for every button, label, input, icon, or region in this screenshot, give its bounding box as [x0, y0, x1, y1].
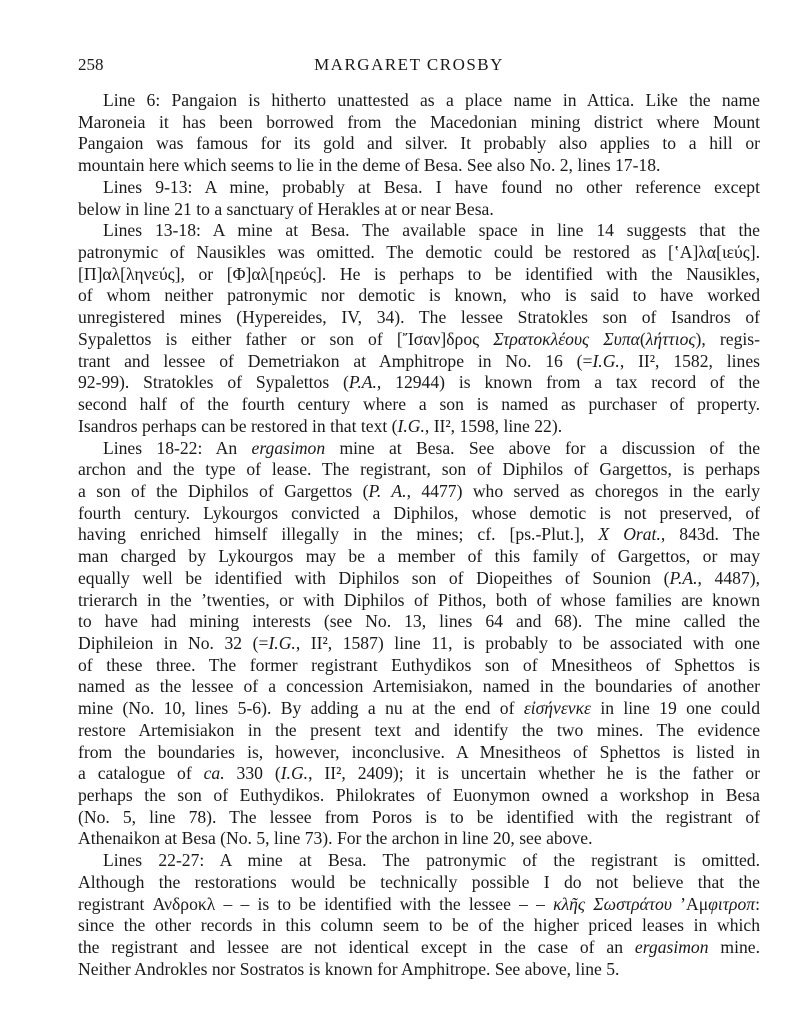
- text-line: [78, 307, 760, 329]
- text-run: of these three. The former registrant Euthydikos son of Mnesitheos of Sphettos is: [78, 654, 760, 675]
- text-line: [78, 828, 760, 850]
- text-run: Line 6: Pangaion is hitherto unattested as a place name in Attica. Like the name: [103, 90, 760, 110]
- text-line: [78, 590, 760, 612]
- italic-text-run: I.G.: [397, 415, 425, 436]
- italic-text-run: ergasimon: [251, 437, 326, 458]
- text-run: mountain here which seems to lie in the deme of Besa. See also No. 2, lines 17-18.: [78, 155, 661, 176]
- text-line: [78, 676, 760, 698]
- commentary-body: [78, 90, 760, 980]
- italic-text-run: I.G.: [268, 632, 296, 653]
- text-run: trierarch in the ’twenties, or with Diphilos of Pithos, both of whose families are known: [78, 589, 760, 610]
- text-line: [78, 503, 760, 525]
- text-run: mine at Besa. See above for a discussion of the: [325, 437, 761, 458]
- text-run: archon and the type of lease. The registrant, son of Diphilos of Gargettos, is perhaps: [78, 459, 760, 480]
- text-line: [78, 264, 760, 286]
- text-line: [78, 763, 760, 785]
- text-run: of whom neither patronymic nor demotic is known, who is said to have worked: [78, 285, 760, 306]
- text-line: [78, 872, 760, 894]
- text-run: named as the lessee of a concession Artemisiakon, named in the boundaries of another: [78, 676, 760, 697]
- text-line: [78, 633, 760, 655]
- text-line: [78, 155, 760, 177]
- italic-text-run: I.G.: [280, 763, 309, 784]
- text-line: [78, 481, 760, 503]
- text-run: equally well be identified with Diphilos son of Diopeithes of Sounion (: [78, 567, 670, 588]
- italic-text-run: φιτροπ: [708, 893, 756, 914]
- text-run: Sypalettos is either father or son of [Ἴσαν]δρος: [78, 328, 494, 349]
- text-run: (: [639, 328, 646, 349]
- text-line: [78, 112, 760, 134]
- text-run: patronymic of Nausikles was omitted. The demotic could be restored as [ʽΑ]λα[ιεύς].: [78, 242, 760, 263]
- italic-text-run: ergasimon: [634, 937, 709, 958]
- text-run: Although the restorations would be technically possible I do not believe that the: [78, 871, 760, 892]
- text-line: [78, 351, 760, 373]
- text-run: mine.: [708, 937, 760, 958]
- paragraph: [78, 90, 760, 177]
- text-run: , II², 1598, line 22).: [424, 415, 563, 436]
- paragraph: [78, 220, 760, 437]
- italic-text-run: ca.: [203, 763, 225, 784]
- text-line: [78, 372, 760, 394]
- text-run: 330 (: [224, 763, 281, 784]
- text-run: Pangaion was famous for its gold and silver. It probably also applies to a hill or: [78, 133, 760, 154]
- italic-text-run: P. A.: [368, 480, 407, 501]
- text-run: restore Artemisiakon in the present text and identify the two mines. The evidence: [78, 719, 760, 740]
- text-run: in line 19 one could: [590, 698, 760, 719]
- text-run: Lines 9-13: A mine, probably at Besa. I have found no other reference except: [103, 176, 760, 197]
- italic-text-run: P.A.: [348, 372, 377, 393]
- italic-text-run: I.G.: [592, 350, 620, 371]
- text-run: second half of the fourth century where a son is named as purchaser of property.: [78, 394, 760, 415]
- text-line: [78, 959, 760, 981]
- text-run: perhaps the son of Euthydikos. Philokrates of Euonymon owned a workshop in Besa: [78, 785, 760, 805]
- text-run: man charged by Lykourgos may be a member of this family of Gargettos, or may: [78, 546, 760, 567]
- text-run: Lines 22-27: A mine at Besa. The patronymic of the registrant is omitted.: [103, 850, 760, 871]
- italic-text-run: λήττιος: [645, 328, 696, 349]
- text-line: [78, 416, 760, 438]
- paragraph: [78, 438, 760, 851]
- text-run: , 12944) is known from a tax record of the: [376, 372, 760, 393]
- text-line: [78, 742, 760, 764]
- text-line: [78, 394, 760, 416]
- text-line: [78, 850, 760, 872]
- text-line: [78, 524, 760, 546]
- text-line: [78, 937, 760, 959]
- text-line: [78, 611, 760, 633]
- text-line: [78, 655, 760, 677]
- text-run: :: [755, 893, 761, 914]
- text-run: a son of the Diphilos of Gargettos (: [78, 480, 369, 501]
- text-line: [78, 220, 760, 242]
- text-line: [78, 438, 760, 460]
- running-head: MARGARET CROSBY: [314, 55, 504, 74]
- text-line: [78, 133, 760, 155]
- text-run: below in line 21 to a sanctuary of Herakles at or near Besa.: [78, 198, 494, 219]
- text-run: 92-99). Stratokles of Sypalettos (: [78, 372, 349, 393]
- text-run: Athenaikon at Besa (No. 5, line 73). For the archon in line 20, see above.: [78, 828, 593, 849]
- text-line: [78, 915, 760, 937]
- text-run: Maroneia it has been borrowed from the Macedonian mining district where Mount: [78, 111, 760, 132]
- page-number: 258: [78, 55, 104, 74]
- paragraph: [78, 177, 760, 220]
- text-run: , II², 2409); it is uncertain whether he is the father or: [308, 763, 760, 784]
- text-line: [78, 894, 760, 916]
- text-run: from the boundaries is, however, inconclusive. A Mnesitheos of Sphettos is listed in: [78, 741, 760, 762]
- text-run: fourth century. Lykourgos convicted a Diphilos, whose demotic is not preserved, of: [78, 502, 760, 523]
- text-line: [78, 199, 760, 221]
- text-line: [78, 807, 760, 829]
- text-run: mine (No. 10, lines 5-6). By adding a nu at the end of: [78, 698, 524, 719]
- text-line: [78, 720, 760, 742]
- text-run: Isandros perhaps can be restored in that text (: [78, 415, 398, 436]
- text-run: trant and lessee of Demetriakon at Amphitrope in No. 16 (=: [78, 350, 593, 371]
- text-run: the registrant and lessee are not identical except in the case of an: [78, 937, 635, 958]
- text-run: having enriched himself illegally in the mines; cf. [ps.-Plut.],: [78, 524, 599, 545]
- text-run: registrant Ανδροκλ – – is to be identified with the lessee – –: [78, 893, 554, 914]
- text-line: [78, 177, 760, 199]
- text-line: [78, 459, 760, 481]
- text-run: Diphileion in No. 32 (=: [78, 632, 269, 653]
- text-run: , II², 1587) line 11, is probably to be associated with one: [295, 632, 760, 653]
- text-run: [Π]αλ[ληνεύς], or [Φ]αλ[ηρεύς]. He is perhaps to be identified with the Nausikles,: [78, 263, 760, 284]
- text-run: to have had mining interests (see No. 13, lines 64 and 68). The mine called the: [78, 611, 760, 632]
- text-run: (No. 5, line 78). The lessee from Poros is to be identified with the registrant of: [78, 806, 760, 827]
- text-line: [78, 329, 760, 351]
- text-line: [78, 785, 760, 807]
- italic-text-run: εἰσήνενκε: [523, 698, 591, 719]
- paragraph: [78, 850, 760, 980]
- italic-text-run: X Orat.: [598, 524, 661, 545]
- text-line: [78, 546, 760, 568]
- text-line: [78, 285, 760, 307]
- text-line: [78, 568, 760, 590]
- text-run: unregistered mines (Hypereides, IV, 34). The lessee Stratokles son of Isandros of: [78, 307, 760, 328]
- text-line: [78, 698, 760, 720]
- text-run: , 843d. The: [660, 524, 760, 545]
- text-run: a catalogue of: [78, 763, 204, 784]
- italic-text-run: Στρατοκλέους Συπα: [493, 328, 640, 349]
- text-line: [78, 90, 760, 112]
- text-line: [78, 242, 760, 264]
- text-run: Lines 18-22: An: [103, 437, 252, 458]
- text-run: , II², 1582, lines: [619, 350, 760, 371]
- italic-text-run: P.A.: [669, 567, 698, 588]
- text-run: Neither Androkles nor Sostratos is known for Amphitrope. See above, line 5.: [78, 958, 620, 979]
- text-run: ), regis-: [695, 328, 760, 349]
- text-run: , 4477) who served as choregos in the early: [406, 480, 760, 501]
- text-run: since the other records in this column seem to be of the higher priced leases in which: [78, 915, 760, 936]
- text-run: ’Αμ: [671, 893, 709, 914]
- text-run: Lines 13-18: A mine at Besa. The available space in line 14 suggests that the: [103, 220, 760, 241]
- text-run: , 4487),: [697, 567, 760, 588]
- italic-text-run: κλῆς Σωστράτου: [553, 893, 672, 914]
